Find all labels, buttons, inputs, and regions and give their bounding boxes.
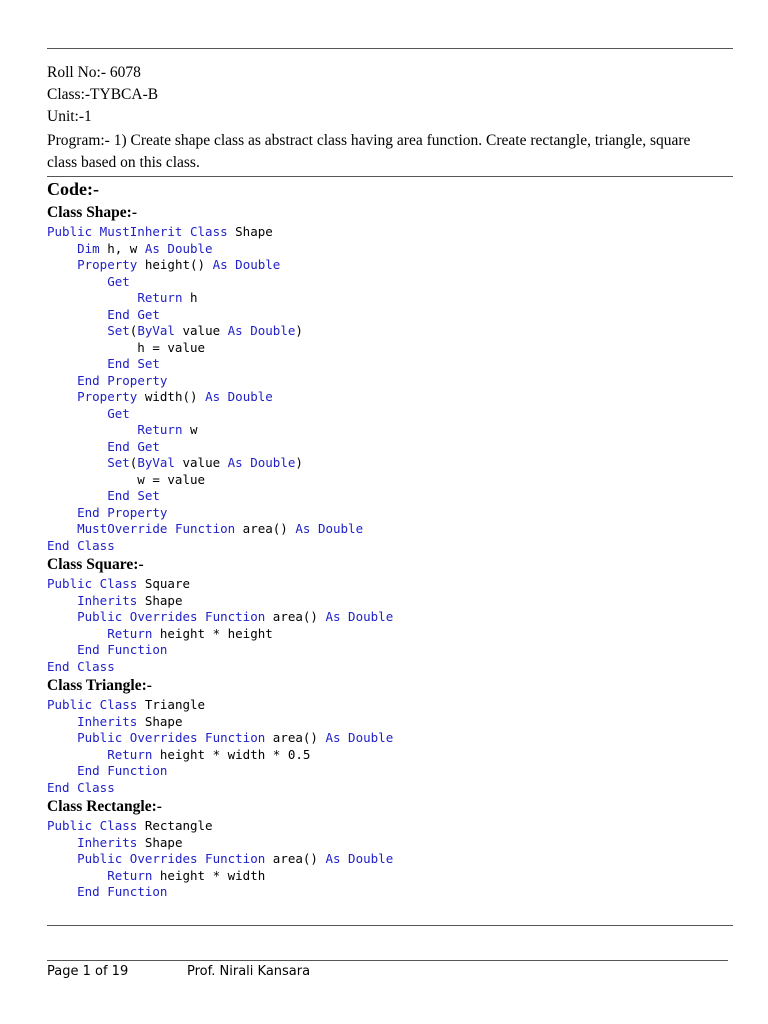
section-title: Class Triangle:- — [47, 677, 152, 694]
code-line — [47, 274, 737, 291]
code-keyword: Public MustInherit Class — [47, 224, 228, 239]
page-footer — [47, 964, 311, 980]
code-line — [47, 835, 737, 852]
code-keyword: Return — [137, 422, 183, 437]
code-text — [47, 389, 77, 404]
code-text: value — [174, 455, 228, 470]
code-text — [47, 868, 107, 883]
code-text: Shape — [137, 834, 183, 850]
code-keyword: End Set — [107, 356, 160, 371]
code-text: height * width — [152, 867, 266, 883]
code-line — [47, 868, 737, 885]
code-text: w = value — [47, 471, 206, 487]
code-line — [47, 884, 737, 901]
code-keyword: Public Overrides Function — [77, 730, 266, 745]
code-text: h, w — [99, 240, 145, 256]
code-keyword: As Double — [295, 521, 364, 536]
code-keyword: End Class — [47, 537, 115, 553]
code-keyword: End Function — [77, 642, 168, 657]
code-line — [47, 593, 737, 610]
code-text — [47, 422, 137, 437]
code-keyword: Get — [107, 405, 130, 421]
code-text — [47, 763, 77, 778]
code-text: height * width * 0.5 — [152, 746, 311, 762]
code-line — [47, 307, 737, 324]
code-keyword: As Double — [325, 851, 394, 866]
code-text — [47, 373, 77, 388]
code-keyword: As Double — [212, 257, 281, 272]
code-text — [47, 356, 107, 371]
code-keyword: Property — [77, 257, 138, 272]
code-keyword: End Get — [107, 438, 160, 454]
code-keyword: As Double — [144, 240, 213, 256]
code-line — [47, 747, 737, 764]
code-text — [47, 626, 107, 641]
code-line — [47, 714, 737, 731]
code-keyword: As Double — [325, 609, 394, 624]
code-line — [47, 224, 737, 241]
code-line — [47, 340, 737, 357]
code-keyword: Public Class — [47, 576, 138, 591]
code-text: Shape — [227, 224, 273, 239]
code-keyword: Public Class — [47, 818, 138, 833]
code-line — [47, 455, 737, 472]
code-text: ( — [129, 455, 138, 470]
footer-rule — [47, 960, 728, 961]
code-line — [47, 373, 737, 390]
code-keyword: Property — [77, 389, 138, 404]
code-text: area() — [265, 730, 326, 745]
code-keyword: Inherits — [77, 834, 138, 850]
code-keyword: ByVal — [137, 323, 175, 338]
code-line — [47, 356, 737, 373]
code-keyword: End Class — [47, 658, 115, 674]
code-line — [47, 241, 737, 258]
code-text: height * height — [152, 625, 273, 641]
code-text — [47, 290, 137, 305]
code-line — [47, 439, 737, 456]
page-number: Page 1 of 19 — [47, 964, 129, 979]
section-title: Class Shape:- — [47, 204, 138, 221]
code-text: Shape — [137, 592, 183, 608]
code-keyword: Return — [107, 746, 153, 762]
code-text: Rectangle — [137, 818, 213, 833]
code-text — [47, 593, 77, 608]
code-text: width() — [137, 389, 206, 404]
code-keyword: Public Overrides Function — [77, 609, 266, 624]
code-line — [47, 642, 737, 659]
roll-number: Roll No:- 6078 — [47, 64, 141, 81]
code-text: ( — [129, 323, 138, 338]
code-text: value — [174, 323, 228, 338]
code-text: Triangle — [137, 697, 206, 712]
code-line — [47, 422, 737, 439]
code-keyword: As Double — [205, 389, 273, 404]
code-line — [47, 780, 737, 797]
code-text — [47, 323, 107, 338]
code-keyword: End Property — [77, 504, 168, 520]
code-text: Shape — [137, 713, 183, 729]
code-text — [47, 884, 77, 899]
code-keyword: Return — [107, 625, 153, 641]
footer-author: Prof. Nirali Kansara — [187, 964, 311, 979]
code-keyword: Get — [107, 273, 130, 289]
code-heading: Code:- — [47, 179, 99, 199]
header-divider — [47, 176, 733, 177]
code-line — [47, 818, 737, 835]
code-text — [47, 455, 107, 470]
code-text: area() — [265, 609, 326, 624]
code-text — [47, 307, 107, 322]
bottom-rule — [47, 925, 733, 926]
code-keyword: ByVal — [137, 455, 175, 470]
code-text: ) — [295, 323, 303, 338]
code-line — [47, 659, 737, 676]
code-line — [47, 609, 737, 626]
section-title: Class Square:- — [47, 556, 144, 573]
section-title: Class Rectangle:- — [47, 798, 162, 815]
code-text — [47, 642, 77, 657]
code-line — [47, 488, 737, 505]
program-statement: Program:- 1) Create shape class as abstract class having area function. Create rectangle, triangle, square class based on this class. — [47, 132, 691, 171]
code-text — [47, 439, 107, 454]
code-text: h = value — [47, 339, 206, 355]
code-text — [47, 505, 77, 520]
code-text — [47, 851, 77, 866]
code-keyword: End Function — [77, 884, 168, 899]
code-text — [47, 835, 77, 850]
code-line — [47, 697, 737, 714]
code-text: Square — [137, 576, 190, 591]
code-keyword: Return — [137, 290, 183, 305]
code-keyword: End Get — [107, 306, 160, 322]
code-listing — [47, 202, 737, 901]
code-line — [47, 323, 737, 340]
code-text — [47, 241, 77, 256]
code-keyword: End Property — [77, 372, 168, 388]
code-keyword: Public Overrides Function — [77, 851, 266, 866]
code-keyword: MustOverride Function — [77, 521, 236, 536]
code-keyword: Set — [107, 455, 130, 470]
code-line — [47, 763, 737, 780]
top-rule — [47, 48, 733, 49]
code-line — [47, 505, 737, 522]
code-keyword: Set — [107, 323, 130, 338]
code-text: ) — [295, 455, 303, 470]
code-text — [47, 488, 107, 503]
code-line — [47, 851, 737, 868]
code-text: area() — [235, 521, 296, 536]
code-line — [47, 626, 737, 643]
code-line — [47, 576, 737, 593]
code-text — [47, 406, 107, 421]
code-text: area() — [265, 851, 326, 866]
code-line — [47, 406, 737, 423]
code-line — [47, 472, 737, 489]
code-keyword: Inherits — [77, 713, 138, 729]
code-text: h — [182, 290, 198, 305]
code-line — [47, 290, 737, 307]
code-keyword: End Set — [107, 488, 160, 503]
code-keyword: As Double — [325, 730, 394, 745]
code-text — [47, 521, 77, 536]
code-keyword: End Class — [47, 779, 115, 795]
code-keyword: End Function — [77, 763, 168, 778]
class-name: Class:-TYBCA-B — [47, 86, 159, 103]
code-line — [47, 521, 737, 538]
code-keyword: Dim — [77, 240, 100, 256]
code-text — [47, 274, 107, 289]
code-keyword: Return — [107, 867, 153, 883]
code-text — [47, 609, 77, 624]
code-keyword: Public Class — [47, 697, 138, 712]
unit-number: Unit:-1 — [47, 108, 92, 125]
code-line — [47, 730, 737, 747]
code-text: height() — [137, 257, 213, 272]
code-text — [47, 714, 77, 729]
code-text — [47, 747, 107, 762]
code-keyword: As Double — [227, 455, 296, 470]
code-line — [47, 257, 737, 274]
code-text — [47, 257, 77, 272]
code-text: w — [182, 422, 198, 437]
code-keyword: As Double — [227, 323, 296, 338]
code-text — [47, 730, 77, 745]
code-keyword: Inherits — [77, 592, 138, 608]
code-line — [47, 389, 737, 406]
code-line — [47, 538, 737, 555]
